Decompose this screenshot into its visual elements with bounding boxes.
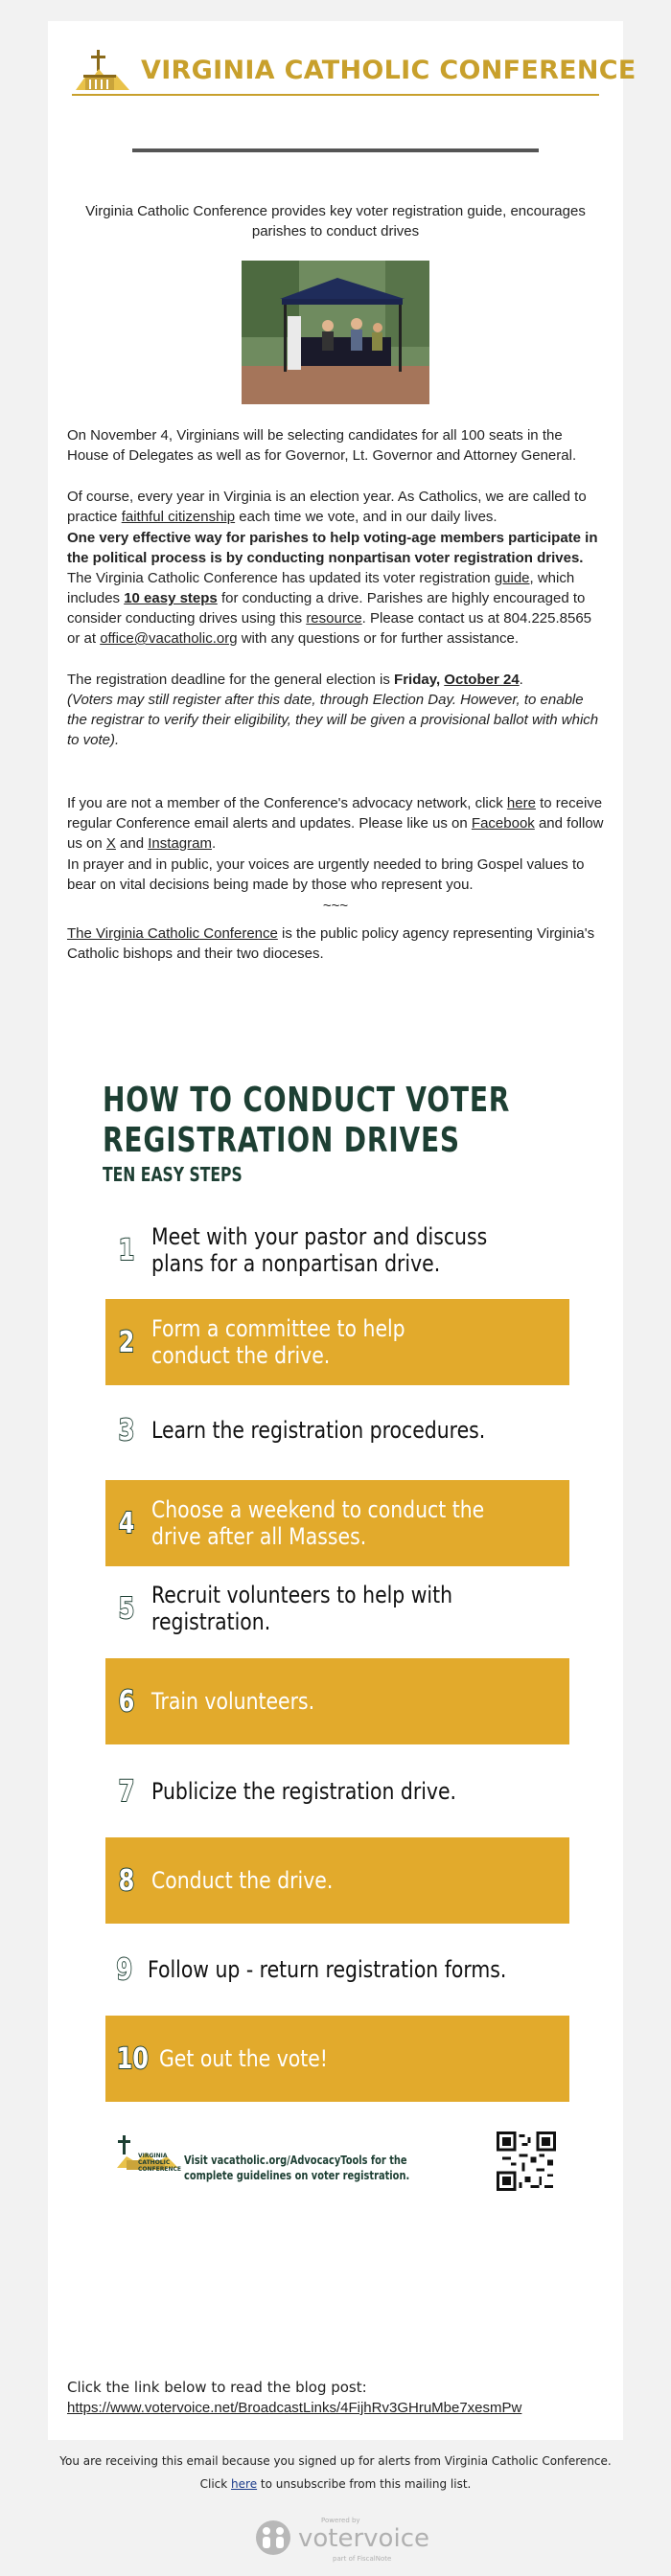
step-number: 4 xyxy=(118,1506,135,1540)
bold-text: Friday, xyxy=(394,672,445,688)
step-number: 8 xyxy=(118,1863,135,1898)
graphic-footer-text xyxy=(184,2153,409,2183)
step-number: 10 xyxy=(116,2041,149,2076)
separator: ~~~ xyxy=(322,898,349,914)
small-logo-text xyxy=(138,2153,181,2173)
step-line: Choose a weekend to conduct the xyxy=(151,1496,485,1523)
text: and follow us on xyxy=(67,815,604,852)
fiscalnote-text: part of FiscalNote xyxy=(333,2555,392,2563)
italic-note: (Voters may still register after this date, through Election Day. However, to enable the registrar to verify their eligibility, they will be given a provisional ballot with which to vote). xyxy=(67,692,599,748)
paragraph-faithful-citizenship xyxy=(67,487,604,527)
october-24-link[interactable]: October 24 xyxy=(444,672,520,688)
instagram-link[interactable]: Instagram xyxy=(148,835,212,852)
step-text: Get out the vote! xyxy=(159,2045,328,2072)
paragraph-advocacy xyxy=(67,793,604,854)
step-text: Train volunteers. xyxy=(151,1688,315,1715)
here-link[interactable]: here xyxy=(506,795,536,811)
text: to receive regular Conference email alerts and updates. Please like us on xyxy=(67,795,603,832)
text: with any questions or for further assistance. xyxy=(237,630,520,647)
faithful-citizenship-link[interactable]: faithful citizenship xyxy=(121,509,236,525)
step-line: conduct the drive. xyxy=(151,1342,331,1369)
text: to unsubscribe from this mailing list. xyxy=(257,2477,472,2491)
unsubscribe-link[interactable]: here xyxy=(231,2477,258,2491)
text: The registration deadline for the general election is xyxy=(67,672,395,688)
text: If you are not a member of the Conference's advocacy network, click xyxy=(67,795,507,811)
step-4 xyxy=(105,1480,569,1566)
resource-link[interactable]: resource xyxy=(306,610,362,627)
header-divider xyxy=(132,148,539,152)
paragraph-deadline xyxy=(67,670,604,750)
step-text xyxy=(151,1582,452,1635)
step-number: 5 xyxy=(118,1591,135,1626)
step-10 xyxy=(105,2016,569,2102)
text: . xyxy=(519,672,523,688)
step-number: 2 xyxy=(118,1325,135,1359)
guide-link[interactable]: guide xyxy=(494,570,530,586)
logo-text: VIRGINIA CATHOLIC CONFERENCE xyxy=(141,56,636,85)
paragraph-registration-drives xyxy=(67,528,604,649)
text: . Please contact us at 804.225.8565 or at xyxy=(67,610,592,647)
step-1 xyxy=(105,1215,569,1286)
step-number: 6 xyxy=(118,1684,135,1719)
step-9 xyxy=(105,1941,569,1998)
small-logo-line: VIRGINIA xyxy=(138,2153,168,2159)
paragraph-election: On November 4, Virginians will be selecting candidates for all 100 seats in the House of Delegates as well as for Governor, Lt. Governor and Attorney General. xyxy=(67,427,577,464)
step-line: Recruit volunteers to help with xyxy=(151,1582,453,1608)
votervoice-brand: votervoice xyxy=(298,2524,429,2553)
ten-easy-steps-link[interactable]: 10 easy steps xyxy=(124,590,218,606)
paragraph-prayer: In prayer and in public, your voices are urgently needed to bring Gospel values to bear on vital decisions being made by those who represent you. xyxy=(67,856,585,893)
votervoice-logo-icon xyxy=(254,2519,292,2557)
step-number: 3 xyxy=(118,1413,135,1448)
blog-section xyxy=(67,2377,604,2419)
vcc-link[interactable]: The Virginia Catholic Conference xyxy=(67,925,278,942)
text: Of course, every year in Virginia is an election year. As Catholics, we are called to practice xyxy=(67,489,587,525)
footer-notice: You are receiving this email because you signed up for alerts from Virginia Catholic Conference. xyxy=(59,2454,612,2468)
step-text: Conduct the drive. xyxy=(151,1867,334,1894)
step-text: Publicize the registration drive. xyxy=(151,1778,457,1805)
step-text: Learn the registration procedures. xyxy=(151,1417,486,1444)
step-2 xyxy=(105,1299,569,1385)
capitol-cross-icon xyxy=(72,48,139,94)
email-link[interactable]: office@vacatholic.org xyxy=(100,630,238,647)
step-text xyxy=(151,1223,487,1277)
text: , which includes xyxy=(67,570,575,606)
graphic-title-line1: HOW TO CONDUCT VOTER xyxy=(103,1081,511,1120)
facebook-link[interactable]: Facebook xyxy=(471,815,535,832)
powered-by-text: Powered by xyxy=(321,2517,360,2524)
step-5 xyxy=(105,1573,569,1644)
step-number: 9 xyxy=(116,1952,133,1987)
blog-label: Click the link below to read the blog post: xyxy=(67,2379,367,2396)
step-6 xyxy=(105,1658,569,1744)
small-logo-line: CATHOLIC xyxy=(138,2159,171,2166)
email-footer xyxy=(0,2450,671,2496)
graphic-title-line2: REGISTRATION DRIVES xyxy=(103,1121,460,1160)
step-line: registration. xyxy=(151,1608,271,1635)
graphic-subtitle: TEN EASY STEPS xyxy=(103,1163,243,1186)
paragraph-about xyxy=(67,923,604,964)
small-logo-line: CONFERENCE xyxy=(138,2166,181,2173)
step-line: Form a committee to help xyxy=(151,1315,405,1342)
vcc-logo[interactable] xyxy=(72,48,636,101)
votervoice-badge[interactable] xyxy=(254,2517,429,2565)
step-text: Follow up - return registration forms. xyxy=(147,1956,506,1983)
step-line: drive after all Masses. xyxy=(151,1523,367,1550)
footer-line: complete guidelines on voter registration. xyxy=(184,2169,410,2182)
text: and xyxy=(115,835,149,852)
headline: Virginia Catholic Conference provides key voter registration guide, encourages parishes to conduct drives xyxy=(85,203,586,239)
text: for conducting a drive. Parishes are highly encouraged to consider conducting drives using this xyxy=(67,590,586,627)
text: each time we vote, and in our daily lives. xyxy=(235,509,497,525)
qr-code-icon xyxy=(497,2131,556,2191)
step-line: Meet with your pastor and discuss xyxy=(151,1223,488,1250)
logo-underline xyxy=(72,94,599,96)
text: Click xyxy=(199,2477,232,2491)
text: . xyxy=(211,835,217,852)
email-card xyxy=(48,21,636,2440)
step-number: 1 xyxy=(118,1233,135,1267)
step-text xyxy=(151,1496,484,1550)
step-3 xyxy=(105,1402,569,1459)
bold-text: One very effective way for parishes to help voting-age members participate in the political process is by conducting nonpartisan voter registration drives. xyxy=(67,530,598,566)
footer-unsubscribe xyxy=(0,2473,671,2496)
ten-steps-graphic[interactable] xyxy=(69,1071,602,2278)
text: The Virginia Catholic Conference has updated its voter registration xyxy=(67,570,495,586)
step-7 xyxy=(105,1763,569,1820)
step-number: 7 xyxy=(118,1774,135,1809)
graphic-footer xyxy=(96,2130,575,2197)
footer-line: Visit vacatholic.org/AdvocacyTools for the xyxy=(184,2154,407,2167)
registration-tent-photo-icon xyxy=(242,261,429,404)
blog-url-link[interactable]: https://www.votervoice.net/BroadcastLinks/4FijhRv3GHruMbe7xesmPw xyxy=(67,2400,522,2416)
text: is the public policy agency representing Virginia's Catholic bishops and their two dioceses. xyxy=(67,925,595,962)
step-text xyxy=(151,1315,405,1369)
registration-photo xyxy=(242,261,429,404)
step-8 xyxy=(105,1837,569,1924)
step-line: plans for a nonpartisan drive. xyxy=(151,1250,441,1277)
x-link[interactable]: X xyxy=(105,835,116,852)
